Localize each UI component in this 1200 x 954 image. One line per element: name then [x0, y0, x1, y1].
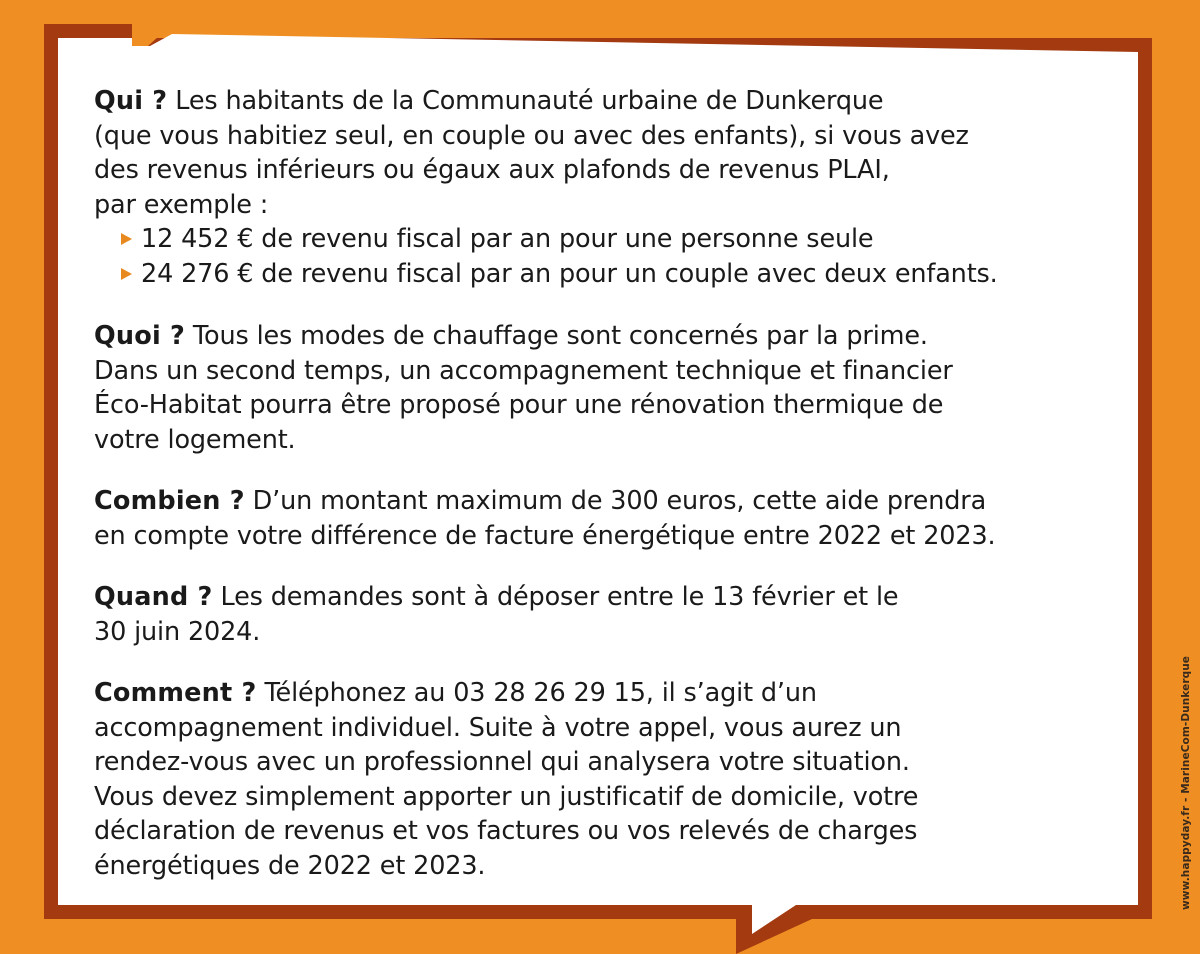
credit-text: www.happyday.fr - MarineCom-Dunkerque	[1180, 655, 1192, 911]
quoi-line-3: Éco-Habitat pourra être proposé pour une rénovation thermique de	[94, 390, 944, 420]
section-qui	[94, 84, 1124, 291]
combien-keyword: Combien ?	[94, 486, 245, 516]
comment-line-3: rendez-vous avec un professionnel qui analysera votre situation.	[94, 747, 910, 777]
quoi-line-1: Quoi ? Tous les modes de chauffage sont concernés par la prime.	[94, 321, 928, 351]
qui-keyword: Qui ?	[94, 86, 168, 116]
comment-keyword: Comment ?	[94, 678, 257, 708]
combien-line-1: Combien ? D’un montant maximum de 300 euros, cette aide prendra	[94, 486, 987, 516]
comment-line-2: accompagnement individuel. Suite à votre appel, vous aurez un	[94, 712, 902, 743]
section-comment	[94, 676, 1124, 883]
quand-keyword: Quand ?	[94, 582, 213, 612]
qui-line-4: par exemple :	[94, 189, 269, 220]
comment-line-5: déclaration de revenus et vos factures ou vos relevés de charges	[94, 816, 918, 846]
triangle-bullet-icon	[121, 268, 132, 280]
triangle-bullet-icon	[121, 233, 132, 245]
bullet-item: 24 276 € de revenu fiscal par an pour un couple avec deux enfants.	[94, 257, 1124, 292]
qui-line-3: des revenus inférieurs ou égaux aux plafonds de revenus PLAI,	[94, 155, 890, 185]
quoi-line-4: votre logement.	[94, 424, 296, 455]
photo-credit	[1176, 648, 1196, 918]
quand-line-2: 30 juin 2024.	[94, 616, 261, 647]
bullet-item: 12 452 € de revenu fiscal par an pour une personne seule	[94, 222, 1124, 257]
qui-line-1: Qui ? Les habitants de la Communauté urbaine de Dunkerque	[94, 86, 884, 116]
section-combien	[94, 484, 1124, 553]
comment-line-1: Comment ? Téléphonez au 03 28 26 29 15, il s’agit d’un	[94, 678, 817, 708]
comment-line-4: Vous devez simplement apporter un justificatif de domicile, votre	[94, 781, 919, 812]
info-text	[94, 84, 1124, 910]
quoi-keyword: Quoi ?	[94, 321, 185, 351]
comment-line-6: énergétiques de 2022 et 2023.	[94, 850, 486, 881]
combien-line-2: en compte votre différence de facture énergétique entre 2022 et 2023.	[94, 520, 996, 551]
quoi-line-2: Dans un second temps, un accompagnement technique et financier	[94, 355, 953, 386]
section-quand	[94, 580, 1124, 649]
quand-line-1: Quand ? Les demandes sont à déposer entre le 13 février et le	[94, 582, 899, 612]
qui-line-2: (que vous habitiez seul, en couple ou avec des enfants), si vous avez	[94, 120, 969, 151]
section-quoi	[94, 319, 1124, 457]
